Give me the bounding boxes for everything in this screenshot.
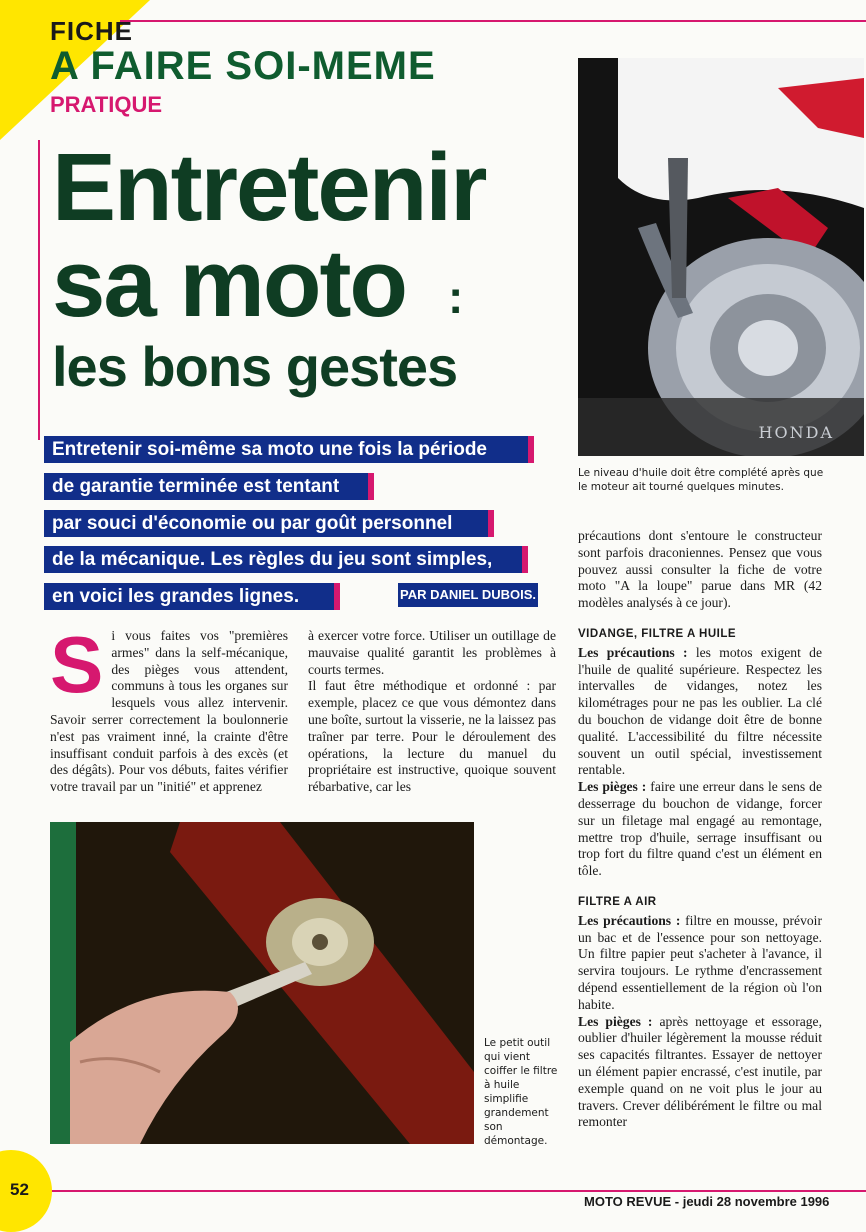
section-label-fiche: FICHE: [50, 16, 133, 46]
article-title-colon: :: [448, 271, 464, 323]
lead-line-4: de la mécanique. Les règles du jeu sont simples,: [44, 546, 528, 573]
article-title-line1: Entretenir: [52, 134, 486, 241]
lead-line-2: de garantie terminée est tentant: [44, 473, 374, 500]
vidange-pieges-text: faire une erreur dans le sens de desserrage du bouchon de vidange, forcer sur un filetage mal engagé au remontage, mettre trop d'huile, serrage insuffisant ou trop fort du filtre quand c'est un élément en tôle.: [578, 779, 822, 879]
page-number: 52: [10, 1180, 29, 1199]
left-rule: [38, 140, 40, 440]
oil-filter-tool-photo: [50, 822, 474, 1144]
section-label-a-faire: A FAIRE SOI-MEME: [50, 44, 436, 88]
filtre-air-pieges: [578, 1014, 822, 1132]
lead-line-3: par souci d'économie ou par goût personnel: [44, 510, 494, 537]
section-title-filtre-air: FILTRE A AIR: [578, 895, 657, 908]
top-rule: [120, 20, 866, 22]
precautions-label: Les précautions :: [578, 912, 681, 928]
body-column-1: [50, 620, 288, 796]
column1-text: i vous faites vos "premières armes" dans la self-mécanique, des pièges vous attendent, communs à tous les organes sur lesquels vous allez intervenir. Savoir serrer correctement la boulonnerie n'est pas vraiment inné, la crainte d'être insuffisant conduit parfois à des excès (et des dégâts). Pour vos débuts, faites vérifier votre travail par un "initié" et apprenez: [50, 628, 288, 795]
vidange-precautions: [578, 645, 822, 779]
precautions-label: Les précautions :: [578, 644, 688, 660]
vidange-precautions-text: les motos exigent de l'huile de qualité supérieure. Respectez les intervalles de vidanges, notez les kilométrages pour ne pas les oublier. La clé du bouchon de vidange doit être de bonne qualité. L'accessibilité du filtre nécessite souvent un outil spécial, investissement rentable.: [578, 644, 822, 778]
article-title-line2: sa moto: [52, 230, 407, 337]
section-title-vidange: VIDANGE, FILTRE A HUILE: [578, 627, 737, 640]
column3-intro: précautions dont s'entoure le constructeur sont parfois draconiennes. Pensez que vous pouvez aussi consulter la fiche de votre moto "A la loupe" parue dans MR (42 modèles analysés à ce jour).: [578, 528, 822, 611]
body-column-2: [308, 628, 556, 796]
body-column-3: [578, 528, 822, 1131]
drop-cap: S: [50, 620, 104, 709]
author-byline: PAR DANIEL DUBOIS.: [398, 583, 538, 607]
engine-photo: [578, 58, 864, 456]
column2-paragraph-2: Il faut être méthodique et ordonné : par exemple, placez ce que vous démontez dans une boîte, surtout la visserie, ne la laissez pas traîner par terre. Pour le déroulement des opérations, la lecture du manuel du propriétaire est instructive, quoique souvent rébarbative, car les: [308, 678, 556, 795]
filtre-air-precautions: [578, 913, 822, 1014]
bottom-rule: [40, 1190, 866, 1192]
filtre-air-pieges-text: après nettoyage et essorage, oublier d'huiler légèrement la mousse réduit ses capacités filtrantes. Essayer de nettoyer un élément papier encrassé, c'est inutile, par exemple quand on ne voit plus le jour au travers. Crever délibérément le filtre ou mal remonter: [578, 1013, 822, 1130]
column2-paragraph-1: à exercer votre force. Utiliser un outillage de mauvaise qualité garantit les problèmes à courts termes.: [308, 628, 556, 677]
vidange-pieges: [578, 779, 822, 880]
filtre-air-precautions-text: filtre en mousse, prévoir un bac et de l'essence pour son nettoyage. Un filtre papier peut s'acheter à l'avance, il servira toujours. Le rythme d'encrassement dépend essentiellement de la région où l'on habite.: [578, 912, 822, 1012]
section-label-pratique: PRATIQUE: [50, 92, 163, 117]
lead-line-1: Entretenir soi-même sa moto une fois la période: [44, 436, 534, 463]
article-subtitle: les bons gestes: [52, 335, 458, 398]
pieges-label: Les pièges :: [578, 779, 647, 795]
engine-photo-caption: Le niveau d'huile doit être complété après que le moteur ait tourné quelques minutes.: [578, 467, 824, 493]
honda-brand-mark: HONDA: [758, 423, 834, 442]
magazine-footer: MOTO REVUE - jeudi 28 novembre 1996: [584, 1194, 830, 1209]
pieges-label: Les pièges :: [578, 1013, 653, 1029]
lead-line-5: en voici les grandes lignes.: [44, 583, 340, 610]
oil-filter-photo-caption: Le petit outil qui vient coiffer le filtre à huile simplifie grandement son démontage.: [484, 1037, 558, 1147]
